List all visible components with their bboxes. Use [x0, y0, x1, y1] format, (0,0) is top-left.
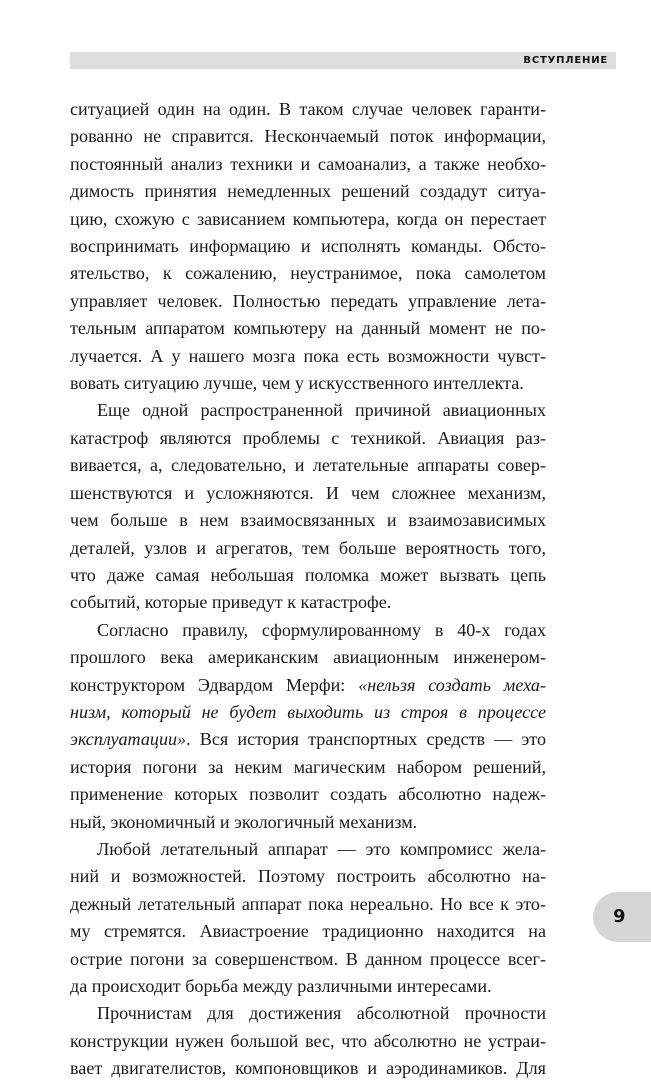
text-line: прошлого века американским авиационным инженером- — [70, 647, 546, 668]
text-line: да происходит борьба между различными интересами. — [70, 976, 492, 996]
page-number-tab — [593, 892, 651, 942]
section-title: ВСТУПЛЕНИЕ — [523, 55, 608, 66]
text-line: деталей, узлов и агрегатов, тем больше вероятность того, — [70, 537, 546, 558]
page-number: 9 — [613, 906, 626, 927]
text-line: ный, экономичный и экологичный механизм. — [70, 811, 418, 832]
text-line: Еще одной распространенной причиной авиационных — [97, 400, 546, 421]
text-line: Любой летательный аппарат — это компромисс жела- — [97, 838, 546, 859]
text-line: дежный летательный аппарат пока нереально. Но все к это- — [70, 893, 546, 914]
text-line: чем больше в нем взаимосвязанных и взаимозависимых — [70, 510, 546, 531]
text-line: ний и возможностей. Поэтому построить абсолютно на- — [70, 866, 546, 887]
text-line: димость принятия немедленных решений создадут ситуа- — [70, 181, 546, 202]
text-line: Прочнистам для достижения абсолютной прочности — [97, 1003, 546, 1024]
text-line: история погони за неким магическим набором решений, — [70, 756, 546, 777]
text-line: постоянный анализ техники и самоанализ, а также необхо- — [70, 153, 546, 174]
text-line: что даже самая небольшая поломка может вызвать цепь — [70, 564, 546, 585]
quote-text: «нельзя создать меха- — [358, 674, 546, 695]
text-span: конструктором Эдвардом Мерфи: — [70, 674, 359, 695]
quote-text: эксплуатации» — [70, 729, 187, 750]
text-line — [70, 726, 546, 753]
text-line: вивается, а, следовательно, и летательные аппараты совер- — [70, 455, 546, 476]
text-line: вает двигателистов, компоновщиков и аэродинамиков. Для — [70, 1058, 546, 1079]
paragraph — [70, 617, 546, 836]
text-line — [70, 699, 546, 726]
text-line: конструкции нужен большой вес, что абсолютно не устраи- — [70, 1030, 546, 1051]
text-line: воспринимать информацию и исполнять команды. Обсто- — [70, 236, 546, 257]
text-line: шенствуются и усложняются. И чем сложнее механизм, — [70, 482, 546, 503]
text-line: ситуацией один на один. В таком случае человек гаранти- — [70, 99, 546, 119]
text-line: Согласно правилу, сформулированному в 40-х годах — [97, 619, 546, 640]
text-line: катастроф являются проблемы с техникой. Авиация раз- — [70, 427, 546, 448]
body-text — [70, 96, 546, 1083]
text-line: лучается. А у нашего мозга пока есть возможности чувст- — [70, 345, 546, 366]
quote-text: низм, который не будет выходить из строя в процессе — [70, 701, 546, 722]
paragraph — [70, 836, 546, 1000]
paragraph — [70, 1000, 546, 1082]
text-line — [70, 672, 546, 699]
text-line: му стремятся. Авиастроение традиционно находится на — [70, 921, 546, 942]
text-line: острие погони за совершенством. В данном процессе всег- — [70, 948, 546, 969]
text-line: рованно не справится. Нескончаемый поток информации, — [70, 126, 546, 147]
text-line: вовать ситуацию лучше, чем у искусственного интеллекта. — [70, 373, 524, 394]
paragraph — [70, 397, 546, 616]
text-line: цию, схожую с зависанием компьютера, когда он перестает — [70, 208, 546, 229]
text-line: управляет человек. Полностью передать управление лета- — [70, 290, 546, 311]
text-line: применение которых позволит создать абсолютно надеж- — [70, 784, 546, 805]
text-line: ятельство, к сожалению, неустранимое, пока самолетом — [70, 263, 546, 284]
paragraph — [70, 96, 546, 397]
text-span: . Вся история транспортных средств — это — [186, 729, 546, 750]
text-line: событий, которые приведут к катастрофе. — [70, 592, 392, 613]
text-line: тельным аппаратом компьютеру на данный момент не по- — [70, 318, 546, 339]
running-header-bar — [70, 52, 616, 69]
